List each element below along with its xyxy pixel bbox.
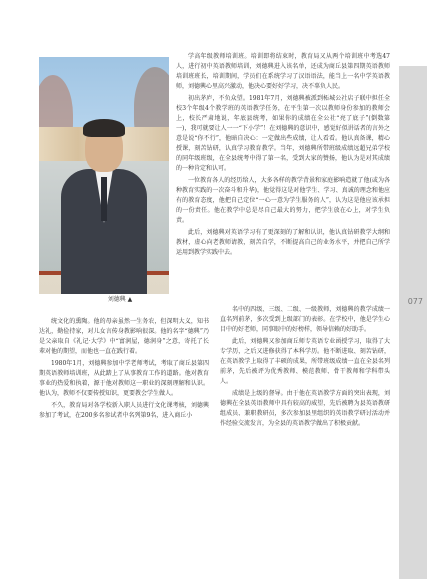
text-right-top (176, 52, 390, 314)
side-margin-bar (399, 66, 427, 579)
photo-caption: 刘德興 ▲ (107, 296, 133, 303)
paragraph: 1980年1月，刘德興参加中学老师考试，考取了商丘县第四期英语教师培训班，从此踏上了从事教育工作的道路。他对教育事业的热爱和执着，源于他对教师这一职业的深刻理解和认识。他认为，教师不仅要传授知识，更要教会学生做人。 (39, 360, 209, 397)
paragraph: 成绩是上级的督导。由于他在英语教学方面的突出表现，刘德興在全县英语教师中具有较高的威望，先后被聘为县英语教研组成员、兼职教研员，多次参加县里组织的英语教学研讨活动并作经验交流发言，为全县的英语教学做出了积极贡献。 (220, 390, 390, 427)
paragraph: 此后，刘德興对英语学习有了更深刻的了解和认识，他认真钻研教学大纲和教材，虚心向老教师请教，刻苦自学，不断提高自己的业务水平，并把自己所学运用到教学实践中去。 (176, 229, 390, 256)
paragraph: 一位教育各人的经历给人，大多各样的教学背景和家庭影响造就了他(或为各种教育实践的一次奋斗和升华)，他觉得这是对他学生、学习、真诚的理念和他应有的教育态度，他把自己定位“一心一意为学生服务的人”，认为这是他应该承担的一份责任。他在教学中总是尽自己最大的努力，把学生放在心上，对学生负责。 (176, 177, 390, 224)
text-right-bottom (220, 305, 390, 565)
text-bottom-columns (39, 305, 390, 565)
page-number: 077 (407, 297, 423, 306)
paragraph: 不久，教育局对各学校新入职人员进行文化课考核，刘德興参加了考试，在200多名参试者中名列第9名，进入商丘小 (39, 402, 209, 419)
photo-person-hair (83, 119, 125, 137)
paragraph: 此后，刘德興又参加商丘师专英语专业函授学习，取得了大专学历，之后又进修获得了本科学历。他不断进取、刻苦钻研，在英语教学上取得了丰硕的成果，所带班级成绩一直在全县名列前茅，先后被评为优秀教师、模范教师、骨干教师和学科带头人。 (220, 338, 390, 385)
paragraph: 名中的四级、三级、二级、一级教师，刘德興的教学成绩一直名列前茅，多次受到上级部门的表彰。在学校中，他是学生心目中的好老师，同事眼中的好榜样，领导信赖的好助手。 (220, 306, 390, 333)
text-left-bottom (39, 317, 209, 565)
photo-person-tie (101, 177, 107, 221)
paragraph: 初出茅庐，不负众望。1981年7月，刘德興被派到柘城公社店子联中担任全校3个年级4个教学班的英语教学任务，在平生第一次以教师身份参加的教师会上，校长严肃地说，年底县统考，如果你的成绩在全公社“亮了底子”(倒数第一)，我可就要让人一一“下小学”！在刘德興的意识中，感觉好似讲话者的言外之意是说“你不行”，他暗自决心：一定做出些成绩，让人看看。他认真备课，精心授课，刻苦钻研，认真学习教育教学。当年，刘德興所带班级成绩远超兄弟学校的同年级班级，在全县统考中得了第一名，受到大家的赞扬，他认为是对其成绩的一种肯定和认可。 (176, 95, 390, 172)
portrait-photo (39, 57, 169, 294)
paragraph: 统文化的熏陶。他的母亲虽然一生务农，但深明大义，知书达礼，勤俭持家，对儿女言传身教影响很深。他的名字“德興”乃是父亲取自《礼记·大学》中“富润屋，德润身”之意，寄托了长辈对他的期望，而他也一直在践行着。 (39, 318, 209, 355)
paragraph: 学高年级教师培训班。培训即将结束时，教育局又从两个培训班中考选47人，进行初中英语教师培训，刘德興进入该名单，还成为商丘县第四期英语教师培训班班长，培训期间，学员们在系统学习了汉语语法，能当上一名中学英语教师，刘德興心里高兴激动，他决心要好好学习，决不辜负人民。 (176, 53, 390, 90)
